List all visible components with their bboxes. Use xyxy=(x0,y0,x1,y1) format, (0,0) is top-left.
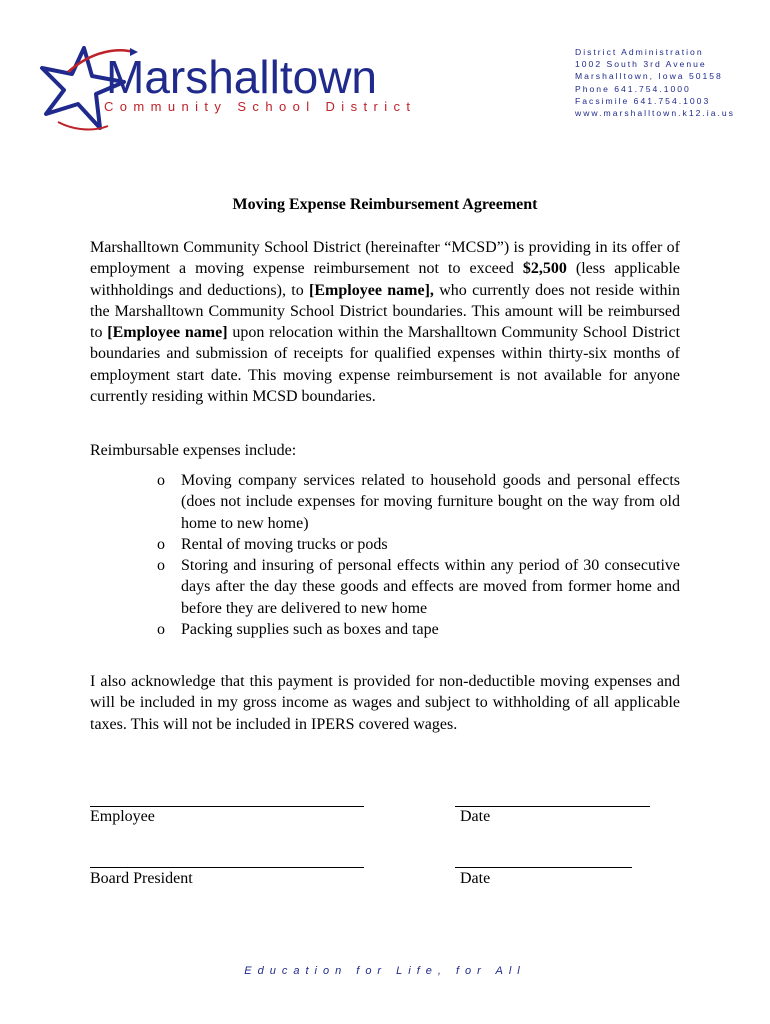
list-item-text: Moving company services related to household goods and personal effects (does not include expenses for moving furniture bought on the way from old home to new home) xyxy=(181,472,680,532)
amount-text: $2,500 xyxy=(522,260,567,278)
date-label: Date xyxy=(460,808,491,825)
logo-wordmark: Marshalltown xyxy=(106,51,377,103)
logo-subtitle: Community School District xyxy=(104,99,417,114)
bullet-marker: o xyxy=(157,621,165,639)
text-run: who currently does not reside within the Marshalltown Community School District boundaries. This amount will be reimbursed to xyxy=(90,281,681,342)
date-label: Date xyxy=(460,870,491,887)
employee-date-line[interactable] xyxy=(455,806,650,807)
list-item-text: Rental of moving trucks or pods xyxy=(181,535,388,553)
address-line: Marshalltown, Iowa 50158 xyxy=(575,71,723,82)
address-line: 1002 South 3rd Avenue xyxy=(575,59,707,70)
agreement-paragraph xyxy=(90,237,680,407)
board-president-label: Board President xyxy=(90,870,193,887)
address-line: District Administration xyxy=(575,47,704,57)
employee-name-placeholder: [Employee name] xyxy=(107,324,228,342)
district-logo xyxy=(38,42,417,132)
expense-list xyxy=(157,470,680,640)
text-run: upon relocation within the Marshalltown Community School District boundaries and submission of receipts for qualified expenses within thirty-six months of employment start date. This moving expense reimbursement is not available for anyone currently residing within MCSD boundaries. xyxy=(90,324,681,406)
bullet-marker: o xyxy=(157,557,165,575)
address-block xyxy=(575,46,735,119)
employee-signature-line[interactable] xyxy=(90,806,364,807)
list-item xyxy=(157,470,680,534)
bullet-marker: o xyxy=(157,472,165,489)
list-item xyxy=(157,555,680,619)
president-date-line[interactable] xyxy=(455,867,632,868)
employee-name-placeholder: [Employee name], xyxy=(309,281,434,299)
list-item-text: Packing supplies such as boxes and tape xyxy=(181,621,439,639)
website-line: www.marshalltown.k12.ia.us xyxy=(575,107,735,118)
employee-label: Employee xyxy=(90,808,155,825)
bullet-marker: o xyxy=(157,535,165,553)
footer-motto: Education for Life, for All xyxy=(244,965,526,977)
document-title: Moving Expense Reimbursement Agreement xyxy=(232,196,538,213)
text-run: (less applicable withholdings and deductions), to xyxy=(90,260,680,299)
address-line: Facsimile 641.754.1003 xyxy=(575,95,711,106)
text-run: Marshalltown Community School District (hereinafter “MCSD”) is providing in its offer of employment a moving expense reimbursement not to exceed xyxy=(90,239,680,278)
address-line: Phone 641.754.1000 xyxy=(575,83,691,94)
president-signature-line[interactable] xyxy=(90,867,364,868)
expenses-intro: Reimbursable expenses include: xyxy=(90,442,297,459)
list-item-text: Storing and insuring of personal effects within any period of 30 consecutive days after the day these goods and effects are moved from former home and before they are delivered to new home xyxy=(181,557,680,617)
acknowledgement-paragraph: I also acknowledge that this payment is provided for non-deductible moving expenses and will be included in my gross income as wages and subject to withholding of all applicable taxes. This will not be included in IPERS covered wages. xyxy=(90,673,680,733)
list-item xyxy=(157,534,680,555)
list-item xyxy=(157,619,680,640)
